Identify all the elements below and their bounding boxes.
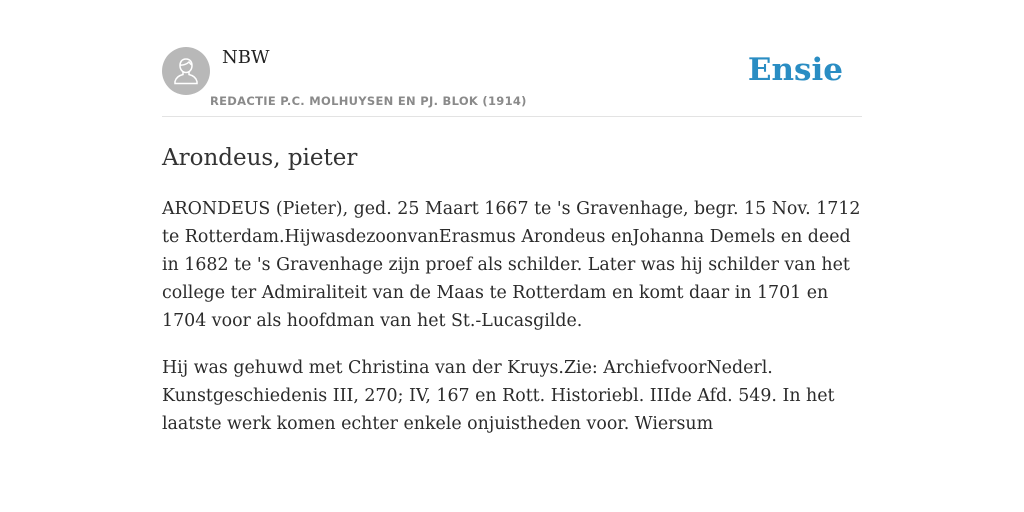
ensie-logo[interactable]: Ensie (747, 52, 843, 88)
author-name[interactable]: NBW (222, 47, 270, 68)
header (162, 0, 862, 117)
article-body (162, 195, 862, 438)
avatar[interactable] (162, 47, 210, 95)
article-title: Arondeus, pieter (162, 145, 358, 171)
article-paragraph: Hij was gehuwd met Christina van der Kruys.Zie: ArchiefvoorNederl. Kunstgeschiedenis III, 270; IV, 167 en Rott. Historiebl. IIIde Afd. 549. In het laatste werk komen echter enkele onjuistheden voor. Wiersum (162, 358, 835, 434)
article-paragraph: ARONDEUS (Pieter), ged. 25 Maart 1667 te 's Gravenhage, begr. 15 Nov. 1712 te Rotterdam.HijwasdezoonvanErasmus Arondeus enJohanna Demels en deed in 1682 te 's Gravenhage zijn proef als schilder. Later was hij schilder van het college ter Admiraliteit van de Maas te Rotterdam en komt daar in 1701 en 1704 voor als hoofdman van het St.-Lucasgilde. (162, 199, 861, 331)
user-icon (173, 57, 199, 85)
page-container (162, 0, 862, 438)
author-subtitle: REDACTIE P.C. MOLHUYSEN EN PJ. BLOK (1914) (210, 94, 527, 108)
